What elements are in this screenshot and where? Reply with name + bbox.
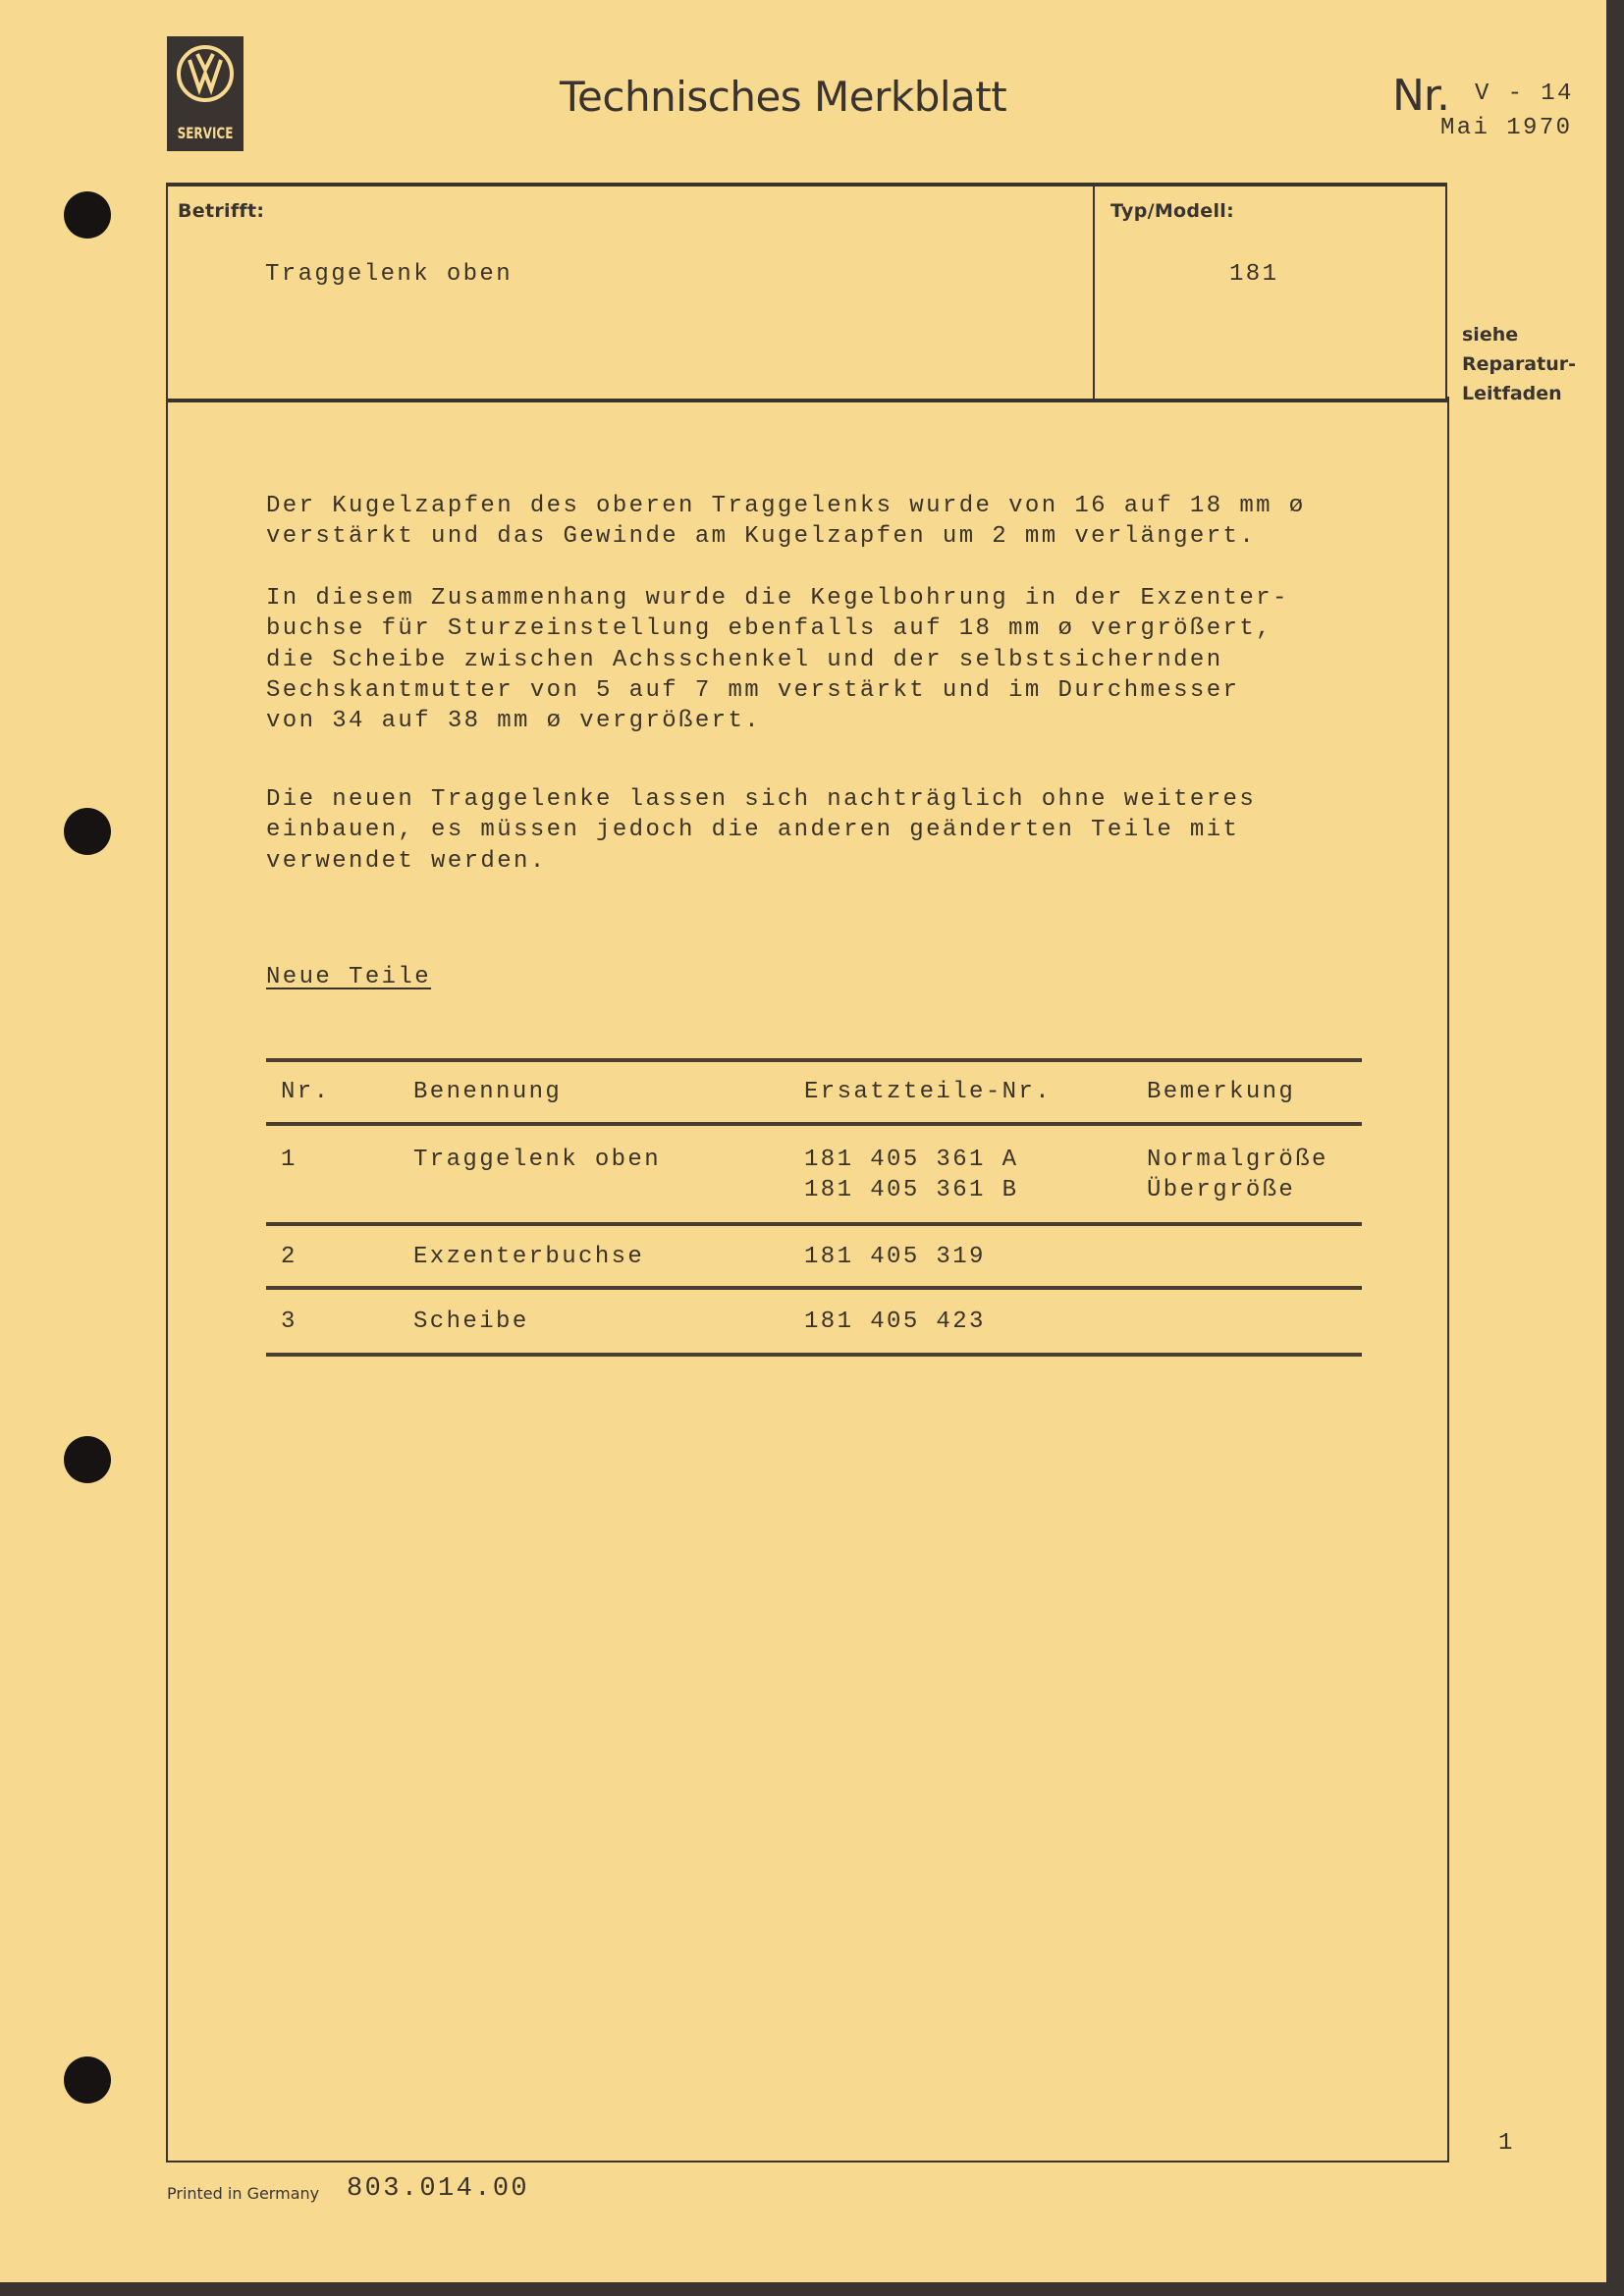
row1-nr: 1 bbox=[281, 1147, 298, 1173]
row1-name: Traggelenk oben bbox=[413, 1147, 662, 1173]
paragraph: Die neuen Traggelenke lassen sich nachträglich ohne weiteres einbauen, es müssen jedoch die anderen geänderten Teile mit verwendet werden. bbox=[266, 786, 1257, 875]
punch-hole bbox=[64, 808, 111, 855]
betrifft-label: Betrifft: bbox=[178, 200, 265, 222]
row2-nr: 2 bbox=[281, 1244, 298, 1270]
vw-service-logo bbox=[167, 36, 244, 151]
paragraph: Der Kugelzapfen des oberen Traggelenks wurde von 16 auf 18 mm ø verstärkt und das Gewinde am Kugelzapfen um 2 mm verlängert. bbox=[266, 493, 1306, 551]
row2-name: Exzenterbuchse bbox=[413, 1244, 645, 1270]
nr-label: Nr. bbox=[1392, 71, 1449, 121]
row1-part: 181 405 361 A 181 405 361 B bbox=[804, 1147, 1019, 1203]
punch-hole bbox=[64, 191, 111, 239]
side-note bbox=[1462, 320, 1576, 408]
betrifft-value: Traggelenk oben bbox=[265, 261, 514, 288]
header-nr: Nr. bbox=[281, 1079, 331, 1105]
subject-box bbox=[166, 183, 1447, 402]
page-number: 1 bbox=[1498, 2130, 1515, 2157]
logo-text: SERVICE bbox=[177, 124, 234, 143]
row1-note: Normalgröße Übergröße bbox=[1147, 1147, 1328, 1203]
document-title: Technisches Merkblatt bbox=[560, 73, 1007, 121]
section-title: Neue Teile bbox=[266, 964, 432, 990]
row3-name: Scheibe bbox=[413, 1308, 529, 1335]
punch-hole bbox=[64, 1436, 111, 1483]
printed-in-germany: Printed in Germany bbox=[167, 2184, 320, 2203]
date: Mai 1970 bbox=[1440, 115, 1573, 141]
paragraph: In diesem Zusammenhang wurde die Kegelbohrung in der Exzenter- buchse für Sturzeinstellung ebenfalls auf 18 mm ø vergrößert, die Scheibe zwischen Achsschenkel und der selbstsichernden Sechskantmutter von 5 auf 7 mm verstärkt und im Durchmesser von 34 auf 38 mm ø vergrößert. bbox=[266, 585, 1289, 735]
vw-logo-icon bbox=[176, 44, 235, 103]
typ-value: 181 bbox=[1229, 261, 1279, 288]
form-code: 803.014.00 bbox=[347, 2174, 530, 2204]
row3-part: 181 405 423 bbox=[804, 1308, 986, 1335]
nr-value: V - 14 bbox=[1475, 80, 1574, 107]
row2-part: 181 405 319 bbox=[804, 1244, 986, 1270]
header-bemerkung: Bemerkung bbox=[1147, 1079, 1296, 1105]
row3-nr: 3 bbox=[281, 1308, 298, 1335]
punch-hole bbox=[64, 2056, 111, 2104]
side-note-line: Reparatur- bbox=[1462, 353, 1576, 375]
header-benennung: Benennung bbox=[413, 1079, 563, 1105]
side-note-line: Leitfaden bbox=[1462, 383, 1562, 404]
header-ersatzteile-nr: Ersatzteile-Nr. bbox=[804, 1079, 1053, 1105]
typ-label: Typ/Modell: bbox=[1110, 200, 1235, 222]
side-note-line: siehe bbox=[1462, 324, 1519, 346]
